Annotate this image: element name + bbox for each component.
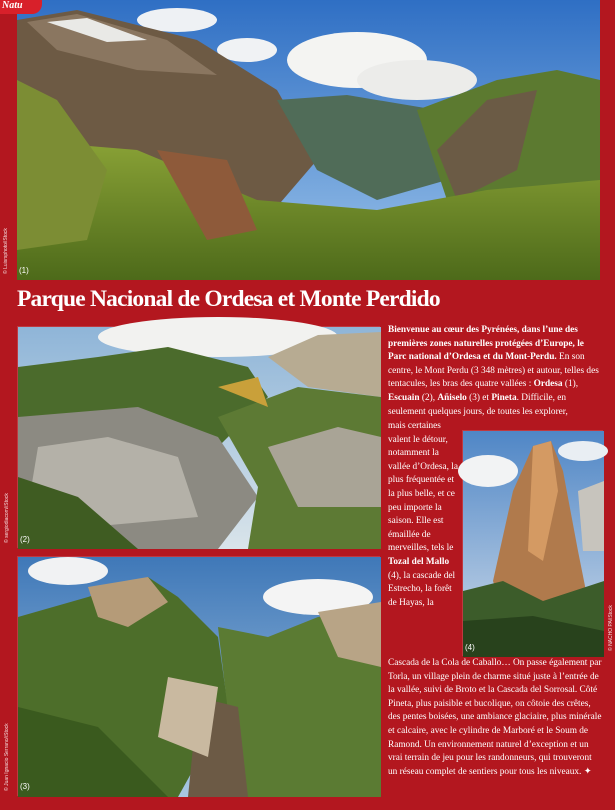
article-title: Parque Nacional de Ordesa et Monte Perdido (17, 286, 440, 312)
photo-credit: © sergiodiacom/iStock (4, 493, 10, 543)
intro-text: En son centre, le Mont Perdu (3 348 mètres) et autour, telles des tentacules, les bras des quatre vallées : (388, 352, 599, 390)
valley-pineta: Pineta (491, 392, 517, 403)
valley-number: (2), (419, 392, 438, 403)
bottom-text: Cascada de la Cola de Caballo… On passe également par Torla, un village plein de charme situé juste à l’entrée de la vallée, suivi de Broto et la Cascada del Sorrosal. Côté Pineta, plus paisible et bucolique, on côtoie des crêtes, des pentes boisées, une ambiance glaciaire, plus minérale et calcaire, avec le cylindre de Marboré et le Soum de Ramond. Un environnement naturel d’exception et un vrai terrain de jeu pour les randonneurs, qui trouveront un réseau complet de sentiers pour tous les niveaux. (388, 658, 602, 777)
intro-lead: Bienvenue au cœur des Pyrénées, dans l’une des premières zones naturelles protégées d’Europe, le Parc national d’Ordesa et du Mont-Perdu. (388, 325, 584, 363)
photo-number: (2) (20, 535, 30, 544)
photo-credit: © NACHO PA/iStock (608, 605, 614, 651)
photo-tozal-del-mallo (462, 430, 614, 656)
end-mark-icon: ✦ (581, 766, 592, 777)
middle-text: mais certaines valent le détour, notamment la vallée d’Ordesa, la plus fréquentée et la plus belle, et ce peu importe la saison. Elle est émaillée de merveilles, tels le (388, 421, 458, 554)
intro-text-end: . Difficile, en seulement quelques jours, de toutes les explorer, (388, 392, 568, 417)
photo-number: (1) (19, 266, 29, 275)
valley-number: (1), (562, 379, 579, 390)
article-middle (388, 420, 460, 610)
valley-ordesa: Ordesa (533, 379, 563, 390)
photo-number: (3) (20, 782, 30, 791)
article-bottom (388, 657, 603, 779)
tozal-del-mallo-label: Tozal del Mallo (388, 556, 450, 567)
photo-credit: © Juan Ignacio Serrano/iStock (4, 723, 10, 791)
article-intro (388, 324, 603, 419)
valley-anisclo: Añiselo (437, 392, 467, 403)
valley-number: (3) et (466, 392, 492, 403)
photo-credit: © Luisrsphoto/iStock (3, 228, 9, 274)
photo-escuain-canyon (4, 326, 380, 548)
section-badge: Natu (0, 0, 42, 14)
photo-anisclo-canyon (4, 556, 380, 796)
middle-text-end: (4), la cascade del Estrecho, la forêt de Hayas, la (388, 570, 456, 608)
photo-number: (4) (465, 643, 475, 652)
valley-escuain: Escuain (388, 392, 420, 403)
